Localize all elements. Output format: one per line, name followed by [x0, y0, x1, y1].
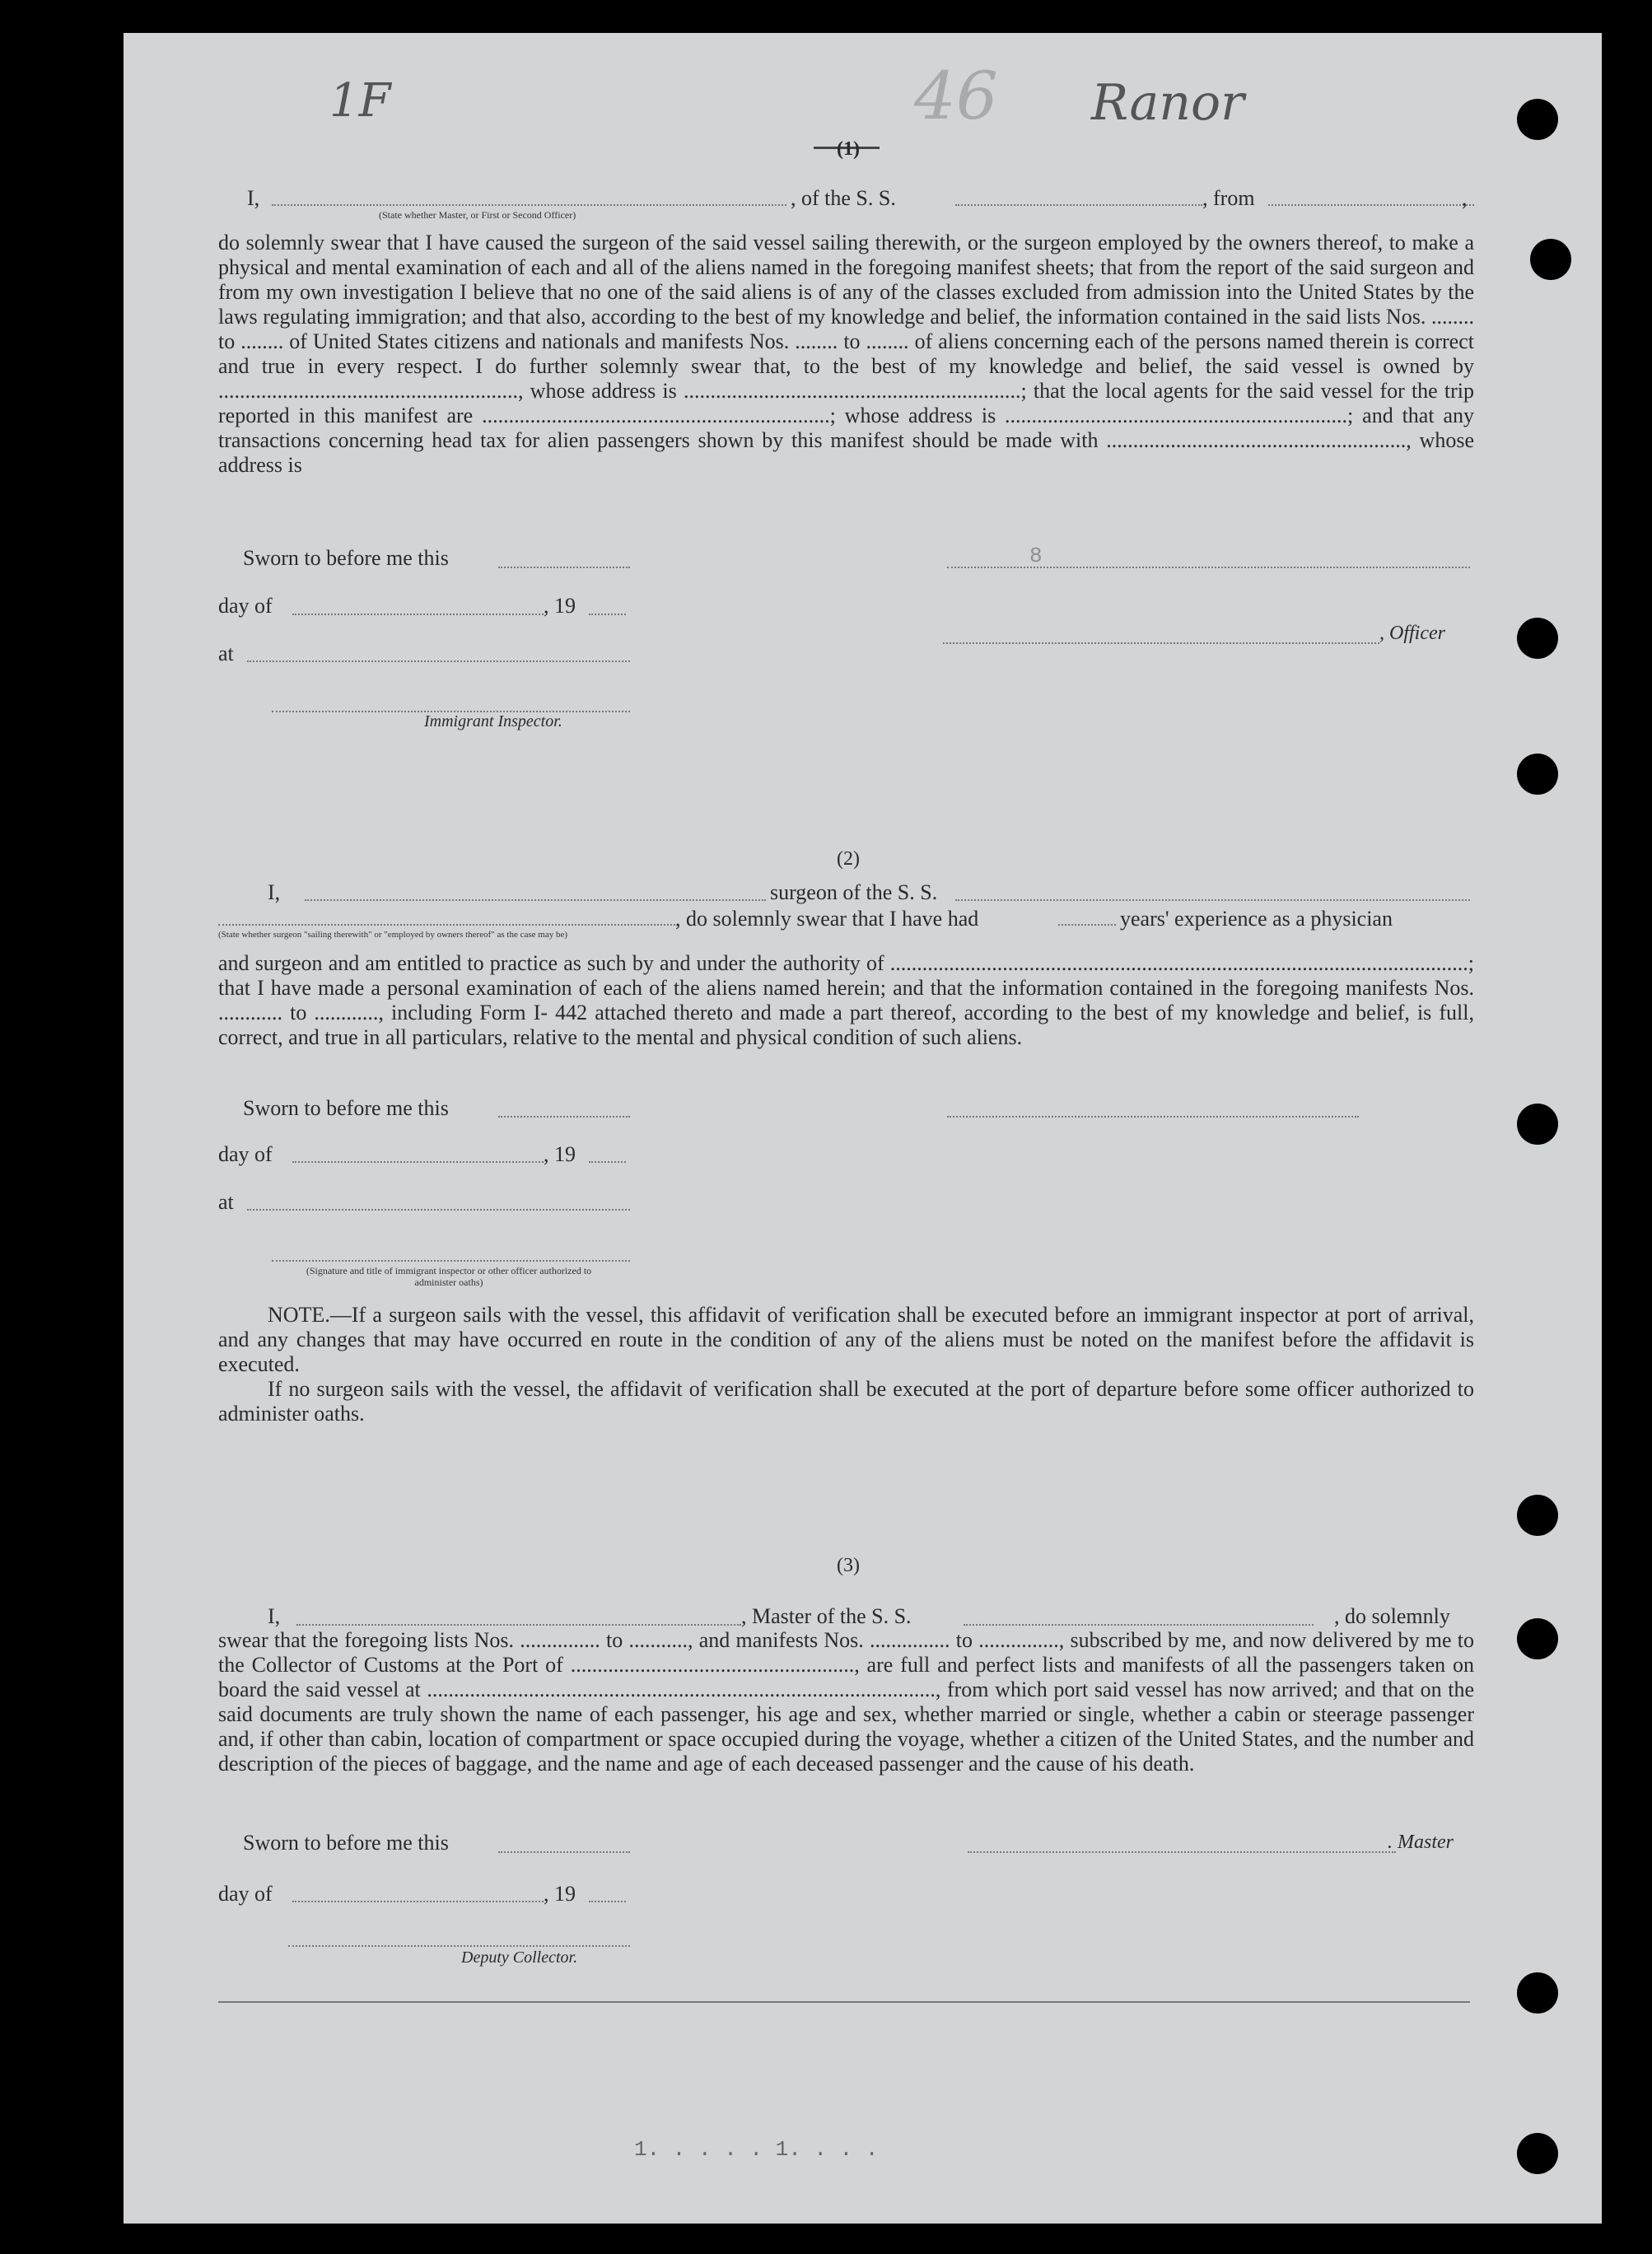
s3-sworn-label: Sworn to before me this — [243, 1831, 449, 1855]
bottom-bleed-text: 1. . . . . 1. . . . — [634, 2137, 879, 2162]
s2-ship-field — [955, 899, 1470, 901]
punch-hole-6 — [1517, 1495, 1558, 1536]
handwritten-mark-middle: 46 — [914, 58, 998, 134]
s2-swear-label: , do solemnly swear that I have had — [675, 907, 979, 931]
s1-officer-field — [272, 204, 786, 206]
s2-oath-text: and surgeon and am entitled to practice as such by and under the authority of ............................................................................................................; that I have made a personal examination of each of the aliens named herein; and that the information contained in the foregoing manifests Nos. ............ to ............, including Form I- 442 attached thereto and made a part thereof, according to the best of my knowledge and belief, is full, correct, and true in all particulars, relative to the mental and physical condition of such aliens. — [218, 951, 1474, 1049]
section-1-number: (1) — [837, 138, 860, 160]
punch-hole-7 — [1517, 1618, 1558, 1659]
s2-at-label: at — [218, 1190, 234, 1214]
s1-comma: , — [1462, 186, 1468, 210]
manifest-page — [124, 33, 1602, 2224]
s2-note-1: NOTE.—If a surgeon sails with the vessel, this affidavit of verification shall be executed before an immigrant inspector at port of arrival, and any changes that may have occurred en route in the condition of any of the aliens must be noted on the manifest before the affidavit is executed. — [218, 1303, 1474, 1376]
s1-at-label: at — [218, 642, 234, 665]
s2-years-label: years' experience as a physician — [1120, 907, 1393, 931]
s2-day-field — [292, 1161, 544, 1163]
s3-dayof-label: day of — [218, 1882, 273, 1906]
handwritten-mark-right: Ranor — [1091, 74, 1244, 132]
s1-from-field — [1268, 204, 1474, 206]
s2-sworn-field — [498, 1116, 630, 1118]
punch-hole-5 — [1517, 1104, 1558, 1145]
s2-years-field — [1058, 924, 1116, 926]
s2-year-label: , 19 — [544, 1142, 576, 1166]
s2-note-2: If no surgeon sails with the vessel, the affidavit of verification shall be executed at the port of departure before some officer authorized to administer oaths. — [218, 1377, 1474, 1426]
s2-officer-signature — [947, 1116, 1359, 1118]
s3-year-label: , 19 — [544, 1882, 576, 1906]
s3-i-label: I, — [268, 1604, 281, 1628]
s1-day-field — [292, 614, 544, 615]
s1-inspector-label: Immigrant Inspector. — [424, 712, 562, 730]
s1-sworn-label: Sworn to before me this — [243, 546, 449, 570]
s2-i-label: I, — [268, 880, 281, 904]
s1-dayof-label: day of — [218, 594, 273, 618]
s1-officer-line — [943, 642, 1379, 644]
s3-master-signature — [968, 1851, 1396, 1853]
s1-year-label: , 19 — [544, 594, 576, 618]
s3-ship-field — [964, 1624, 1314, 1626]
s2-dayof-label: day of — [218, 1142, 273, 1166]
s2-signature-hint: (Signature and title of immigrant inspector or other officer authorized to administer oaths) — [306, 1265, 592, 1288]
s2-type-field — [218, 924, 675, 926]
s2-inspector-signature — [272, 1260, 630, 1262]
s1-oath-text: do solemnly swear that I have caused the surgeon of the said vessel sailing therewith, or the surgeon employed by the owners thereof, to make a physical and mental examination of each and all of the aliens named in the foregoing manifest sheets; that from the report of the said surgeon and from my own investigation I believe that no one of the said aliens is of any of the classes excluded from admission into the United States by the laws regulating immigration; and that also, according to the best of my knowledge and belief, the information contained in the said lists Nos. ........ to ........ of United States citizens and nationals and manifests Nos. ........ to ........ of aliens concerning each of the persons named therein is correct and true in every respect. I do further solemnly swear that, to the best of my knowledge and belief, the said vessel is owned by ........................................................, whose address is ...............................................................; that the local agents for the said vessel for the trip reported in this manifest are .................................................................; whose address is ................................................................; and that any transactions concerning head tax for alien passengers shown by this manifest should be made with ........................................................, whose address is — [218, 231, 1474, 477]
s1-at-field — [247, 660, 630, 662]
punch-hole-1 — [1517, 99, 1558, 140]
s2-at-field — [247, 1209, 630, 1211]
s1-from-label: , from — [1202, 186, 1255, 210]
handwritten-mark-left: 1F — [329, 74, 391, 128]
s2-year-field — [589, 1161, 626, 1163]
section-2-number: (2) — [837, 848, 860, 870]
s3-day-field — [292, 1901, 544, 1902]
s3-oath-text: swear that the foregoing lists Nos. ............... to ..........., and manifests Nos. ............... to ..............., subscribed by me, and now delivered by me to the Collector of Customs at the Port of ....................................................., are full and perfect lists and manifests of all the passengers taken on board the said vessel at ..............................................................................................., from which port said vessel has now arrived; and that on the said documents are truly shown the name of each passenger, his age and sex, whether married or single, whether a cabin or steerage passenger and, if other than cabin, location of compartment or space occupied during the voyage, whether a citizen of the United States, and the number and description of the pieces of baggage, and the name and age of each deceased passenger and the cause of his death. — [218, 1628, 1474, 1776]
s3-name-field — [296, 1624, 741, 1626]
punch-hole-4 — [1517, 754, 1558, 795]
s3-collector-label: Deputy Collector. — [461, 1948, 578, 1967]
bottom-rule — [218, 2001, 1470, 2003]
s1-ss-label: , of the S. S. — [791, 186, 896, 210]
s2-sworn-label: Sworn to before me this — [243, 1096, 449, 1120]
s1-ship-field — [955, 204, 1202, 206]
s2-name-field — [305, 899, 766, 901]
s3-collector-signature — [288, 1945, 630, 1947]
punch-hole-9 — [1517, 2133, 1558, 2174]
s1-officer-signature — [947, 567, 1470, 568]
s1-sworn-field — [498, 567, 630, 568]
section-3-number: (3) — [837, 1555, 860, 1576]
punch-hole-8 — [1517, 1972, 1558, 2014]
s3-solemnly-label: , do solemnly — [1334, 1604, 1450, 1628]
s3-master-label: , Master of the S. S. — [741, 1604, 912, 1628]
s1-year-field — [589, 614, 626, 615]
s2-surgeon-label: surgeon of the S. S. — [770, 880, 938, 904]
punch-hole-2 — [1530, 239, 1571, 280]
s1-officer-label: , Officer — [1379, 623, 1445, 644]
s3-year-field — [589, 1901, 626, 1902]
s2-type-hint: (State whether surgeon "sailing therewith" or "employed by owners thereof" as the case may be) — [218, 930, 568, 940]
s3-sworn-field — [498, 1851, 630, 1853]
s1-officer-hint: (State whether Master, or First or Second Officer) — [379, 209, 576, 221]
s3-master-label-right: . Master — [1388, 1832, 1454, 1853]
s1-i-label: I, — [247, 186, 260, 210]
bleed-through-text: 8 — [1029, 544, 1043, 568]
punch-hole-3 — [1517, 618, 1558, 659]
